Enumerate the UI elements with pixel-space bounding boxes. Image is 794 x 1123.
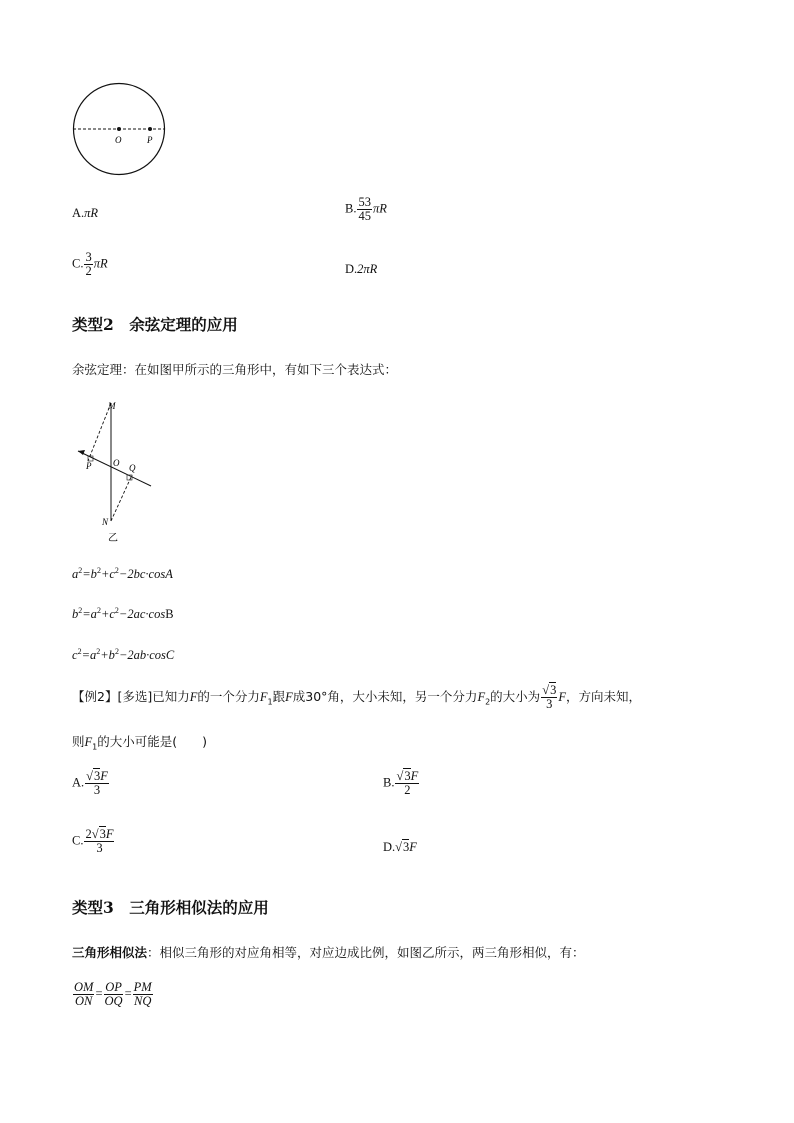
example2-option-d[interactable]: D.√3F	[383, 840, 417, 854]
fraction: $\frac{2√3F}{3}$	[85, 827, 114, 856]
fraction: $\frac{√3}{3}$	[542, 683, 557, 712]
q1-option-b[interactable]: B. $\frac{53}{45}$ πR	[345, 195, 387, 224]
type2-intro: 余弦定理：在如图甲所示的三角形中，有如下三个表达式：	[72, 362, 398, 377]
type3-intro: 三角形相似法：相似三角形的对应角相等，对应边成比例，如图乙所示，两三角形相似，有：	[72, 945, 585, 960]
formula-2: $b^2=a^2+c^2-2ac\cdot\cos B$	[72, 606, 174, 622]
example2-option-c[interactable]: C. $\frac{2√3F}{3}$	[72, 827, 114, 856]
q1-option-a[interactable]: A.πR	[72, 206, 99, 220]
example2-line2: 则$F_1$的大小可能是( )	[72, 734, 208, 752]
example2-option-a[interactable]: A. $\frac{√3F}{3}$	[72, 769, 108, 798]
circle-figure	[66, 80, 176, 180]
formula-3: $c^2=a^2+b^2-2ab\cdot\cos C$	[72, 647, 175, 663]
q1-option-d[interactable]: D.2πR	[345, 262, 378, 276]
label-p: P	[147, 135, 153, 145]
fraction: $\frac{√3F}{2}$	[396, 769, 419, 798]
figure-caption: 乙	[108, 533, 118, 544]
fraction: $\frac{√3F}{3}$	[86, 769, 108, 798]
fraction: $\frac{PM}{NQ}$	[133, 980, 152, 1009]
label-o: O	[115, 135, 122, 145]
example2-line1: 【例2】[多选]已知力F的一个分力$F_1$跟F成30°角，大小未知，另一个分力$F_2$的大小为 $\frac{√3}{3}$ F，方向未知，	[72, 683, 641, 712]
similarity-ratio: $\frac{OM}{ON}$ = $\frac{OP}{OQ}$ = $\frac{PM}{NQ}$	[74, 980, 152, 1009]
formula-1: $a^2=b^2+c^2-2bc\cdot\cos A$	[72, 566, 173, 582]
type3-heading: 类型3 三角形相似法的应用	[72, 898, 269, 917]
label-o2: O	[113, 458, 120, 468]
fraction: $\frac{OP}{OQ}$	[104, 980, 123, 1009]
label-n: N	[102, 517, 109, 527]
fraction: $\frac{OM}{ON}$	[74, 980, 94, 1009]
fraction: $\frac{3}{2}$	[85, 250, 92, 279]
label-p2: P	[86, 461, 92, 471]
label-q: Q	[129, 463, 136, 473]
q1-option-c[interactable]: C. $\frac{3}{2}$ πR	[72, 250, 108, 279]
example2-option-b[interactable]: B. $\frac{√3F}{2}$	[383, 769, 419, 798]
type2-heading: 类型2 余弦定理的应用	[72, 315, 238, 334]
fraction: $\frac{53}{45}$	[358, 195, 371, 224]
triangles-figure	[70, 395, 165, 545]
label-m: M	[108, 401, 116, 411]
